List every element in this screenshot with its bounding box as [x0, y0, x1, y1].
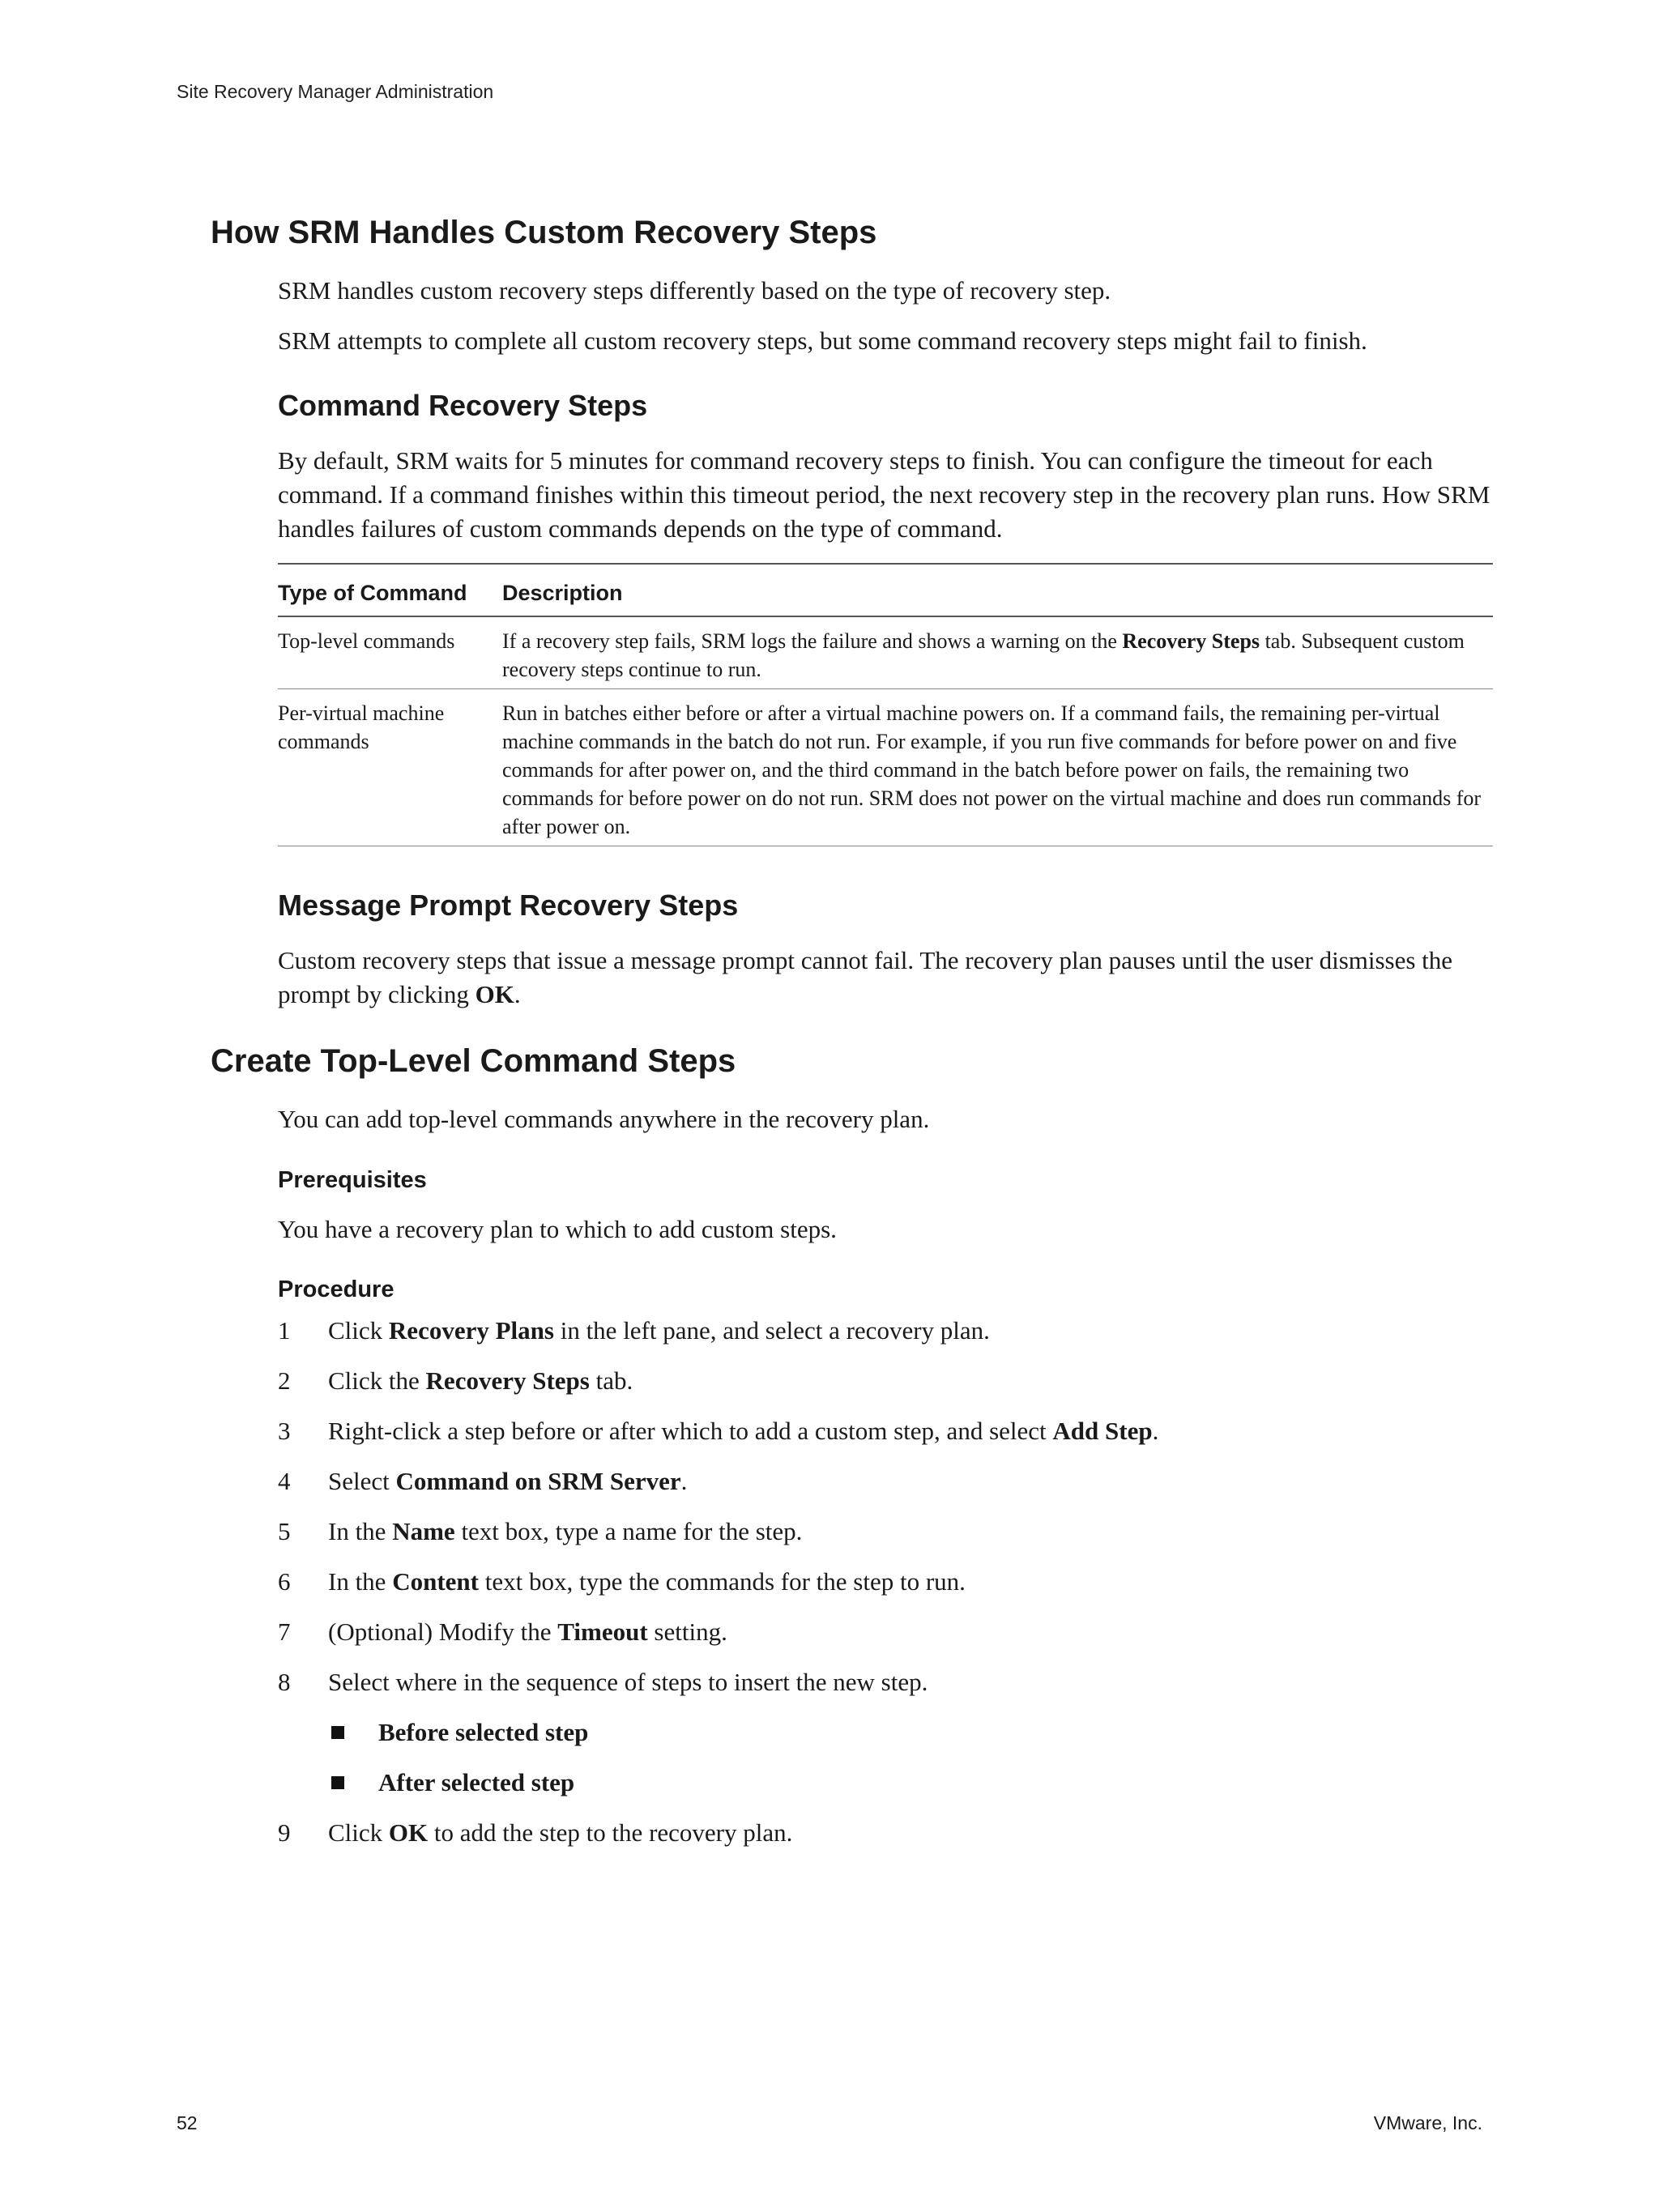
prerequisites-text: You have a recovery plan to which to add custom steps.	[278, 1215, 837, 1243]
desc-text: If a recovery step fails, SRM logs the failure and shows a warning on the	[502, 629, 1123, 653]
step-text	[328, 1816, 792, 1850]
step-text-part: text box, type a name for the step.	[454, 1517, 803, 1545]
step-text-part: Right-click a step before or after which to add a custom step, and select	[328, 1417, 1053, 1445]
step-text-part: (Optional) Modify the	[328, 1617, 558, 1646]
step-text-part: tab.	[589, 1366, 633, 1395]
procedure-heading: Procedure	[278, 1276, 394, 1302]
step-text-part: In the	[328, 1567, 393, 1596]
step-text-part: Click	[328, 1818, 389, 1847]
list-item-option	[278, 1715, 1493, 1766]
step-ui-label: Recovery Plans	[388, 1316, 554, 1345]
step-ui-label: Command on SRM Server	[395, 1467, 681, 1495]
step-ui-label: OK	[388, 1818, 429, 1847]
step-text	[328, 1314, 990, 1348]
step-text-part: Click the	[328, 1366, 426, 1395]
section1-para-2: SRM attempts to complete all custom recovery steps, but some command recovery steps might fail to finish.	[278, 326, 1367, 355]
footer-company: VMware, Inc.	[1373, 2112, 1482, 2133]
table-cell-type: Top-level commands	[278, 629, 455, 653]
step-text-part: .	[680, 1467, 688, 1495]
step-ui-label: Content	[392, 1567, 479, 1596]
step-text-part: text box, type the commands for the step to run.	[478, 1567, 966, 1596]
step-text-part: .	[1152, 1417, 1159, 1445]
option-label: After selected step	[378, 1768, 575, 1796]
list-item	[278, 1565, 1493, 1615]
step-text-part: to add the step to the recovery plan.	[428, 1818, 793, 1847]
square-bullet-icon	[331, 1726, 344, 1739]
section1-para-1: SRM handles custom recovery steps differently based on the type of recovery step.	[278, 276, 1111, 305]
table-header-type: Type of Command	[278, 581, 467, 605]
table-header-description: Description	[502, 581, 623, 605]
list-item	[278, 1515, 1493, 1565]
step-ui-label: Recovery Steps	[425, 1366, 590, 1395]
section2-intro: You can add top-level commands anywhere in the recovery plan.	[278, 1105, 930, 1133]
step-number: 9	[278, 1818, 291, 1847]
step-text	[328, 1364, 633, 1398]
step-text-part: setting.	[647, 1617, 727, 1646]
step-number: 5	[278, 1517, 291, 1545]
para-text: .	[514, 980, 521, 1008]
command-steps-para: By default, SRM waits for 5 minutes for command recovery steps to finish. You can configure the timeout for each command. If a command finishes within this timeout period, the next recovery step in the recovery plan runs. How SRM handles failures of custom commands depends on the type of command.	[278, 446, 1491, 543]
list-item	[278, 1665, 1493, 1715]
step-number: 2	[278, 1366, 291, 1395]
desc-bold-ui-label: Recovery Steps	[1122, 629, 1260, 653]
desc-text: tab. Subsequent custom recovery steps continue to run.	[502, 629, 1465, 681]
page-number: 52	[177, 2112, 198, 2133]
step-number: 1	[278, 1316, 291, 1345]
running-header: Site Recovery Manager Administration	[177, 81, 494, 102]
step-text	[328, 1515, 802, 1549]
table-cell-type: Per-virtual machine commands	[278, 701, 445, 753]
step-text: Select where in the sequence of steps to insert the new step.	[328, 1668, 928, 1696]
list-item	[278, 1314, 1493, 1364]
list-item	[278, 1364, 1493, 1414]
step-ui-label: Add Step	[1052, 1417, 1153, 1445]
subsection-title-message-steps: Message Prompt Recovery Steps	[278, 889, 739, 922]
list-item	[278, 1464, 1493, 1515]
para-bold-ui-label: OK	[475, 980, 514, 1008]
procedure-steps	[278, 1314, 1493, 1866]
step-text	[328, 1414, 1158, 1448]
list-item	[278, 1816, 1493, 1866]
step-text-part: In the	[328, 1517, 393, 1545]
table-row	[278, 689, 1493, 846]
step-number: 7	[278, 1617, 291, 1646]
step-number: 6	[278, 1567, 291, 1596]
list-item	[278, 1414, 1493, 1464]
step-text	[328, 1464, 687, 1498]
step-ui-label: Timeout	[557, 1617, 648, 1646]
step-text	[328, 1615, 727, 1649]
table-row	[278, 617, 1493, 688]
table-cell-description	[502, 627, 1493, 684]
step-text-part: in the left pane, and select a recovery plan.	[553, 1316, 990, 1345]
step-number: 8	[278, 1668, 291, 1696]
message-steps-para	[278, 944, 1493, 1012]
step-number: 3	[278, 1417, 291, 1445]
section-title-top-level-commands: Create Top-Level Command Steps	[211, 1043, 736, 1079]
table-header-row	[278, 565, 1493, 616]
step-ui-label: Name	[392, 1517, 455, 1545]
para-text: Custom recovery steps that issue a message prompt cannot fail. The recovery plan pauses until the user dismisses the prompt by clicking	[278, 946, 1453, 1008]
prerequisites-heading: Prerequisites	[278, 1167, 427, 1193]
step-text-part: Click	[328, 1316, 389, 1345]
list-item-option	[278, 1766, 1493, 1816]
step-text-part: Select	[328, 1467, 396, 1495]
section-title-custom-steps: How SRM Handles Custom Recovery Steps	[211, 215, 877, 250]
list-item	[278, 1615, 1493, 1665]
option-label: Before selected step	[378, 1718, 589, 1746]
step-number: 4	[278, 1467, 291, 1495]
step-text	[328, 1565, 966, 1599]
subsection-title-command-steps: Command Recovery Steps	[278, 389, 648, 422]
table-cell-description: Run in batches either before or after a virtual machine powers on. If a command fails, the remaining per-virtual machine commands in the batch do not run. For example, if you run five commands for before power on and five commands for after power on, and the third command in the batch before power on fails, the remaining two commands for before power on do not run. SRM does not power on the virtual machine and does run commands for after power on.	[502, 701, 1482, 838]
square-bullet-icon	[331, 1776, 344, 1789]
command-type-table	[278, 563, 1493, 846]
